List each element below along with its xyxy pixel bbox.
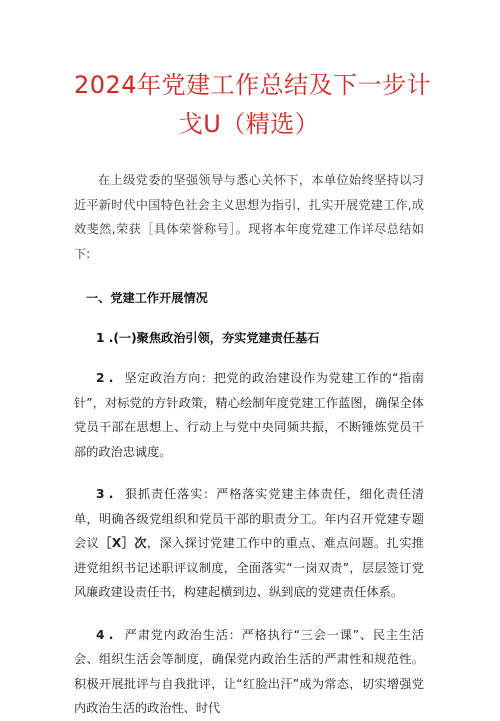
item-4-paragraph <box>74 623 424 721</box>
item-3-text-a: 狠抓责任落实：严格落实党建主体责任，细化责任清单，明确各级党组织和党员干部的职责分工。年内召开党建专题会议 <box>74 487 424 550</box>
item-2-text: 坚定政治方向：把党的政治建设作为党建工作的“指南针”，对标党的方针政策，精心绘制年度党建工作蓝图，确保全体党员干部在思想上、行动上与党中央同频共振，不断锤炼党员干部的政治忠诚度。 <box>74 371 424 459</box>
item-4-text: 严肃党内政治生活：严格执行“三会一课”、民主生活会、组织生活会等制度，确保党内政治生活的严肃性和规范性。积极开展批评与自我批评，让“红脸出汗”成为常态，切实增强党内政治生活的政治性、时代 <box>74 627 424 715</box>
item-2-number: 2 . <box>96 371 114 385</box>
item-3-number: 3 . <box>96 487 114 501</box>
item-4-number: 4 . <box>96 627 114 642</box>
item-3-text-b: ，深入探讨党建工作中的重点、难点问题。扎实推进党组织书记述职评议制度，全面落实“一岗双责”，层层签订党风廉政建设责任书，构建起横到边、纵到底的党建责任体系。 <box>74 536 424 599</box>
section-heading-1: 一、党建工作开展情况 <box>86 291 208 305</box>
intro-paragraph: 在上级党委的坚强领导与悉心关怀下，本单位始终坚持以习近平新时代中国特色社会主义思想为指引，扎实开展党建工作,成效斐然,荣获［具体荣誉称号］。现将本年度党建工作详尽总结如下: <box>74 173 424 261</box>
document-title <box>74 66 432 144</box>
item-3-meeting-count: ［X］次 <box>99 536 147 550</box>
item-2-paragraph <box>74 366 424 464</box>
title-line-2: 戈U（精选） <box>178 110 320 138</box>
title-line-1: 2024年党建工作总结及下一步计 <box>74 71 432 99</box>
item-3-paragraph <box>74 482 424 605</box>
sub-heading-1: 1 .(一)聚焦政治引领，夯实党建责任基石 <box>96 331 320 345</box>
